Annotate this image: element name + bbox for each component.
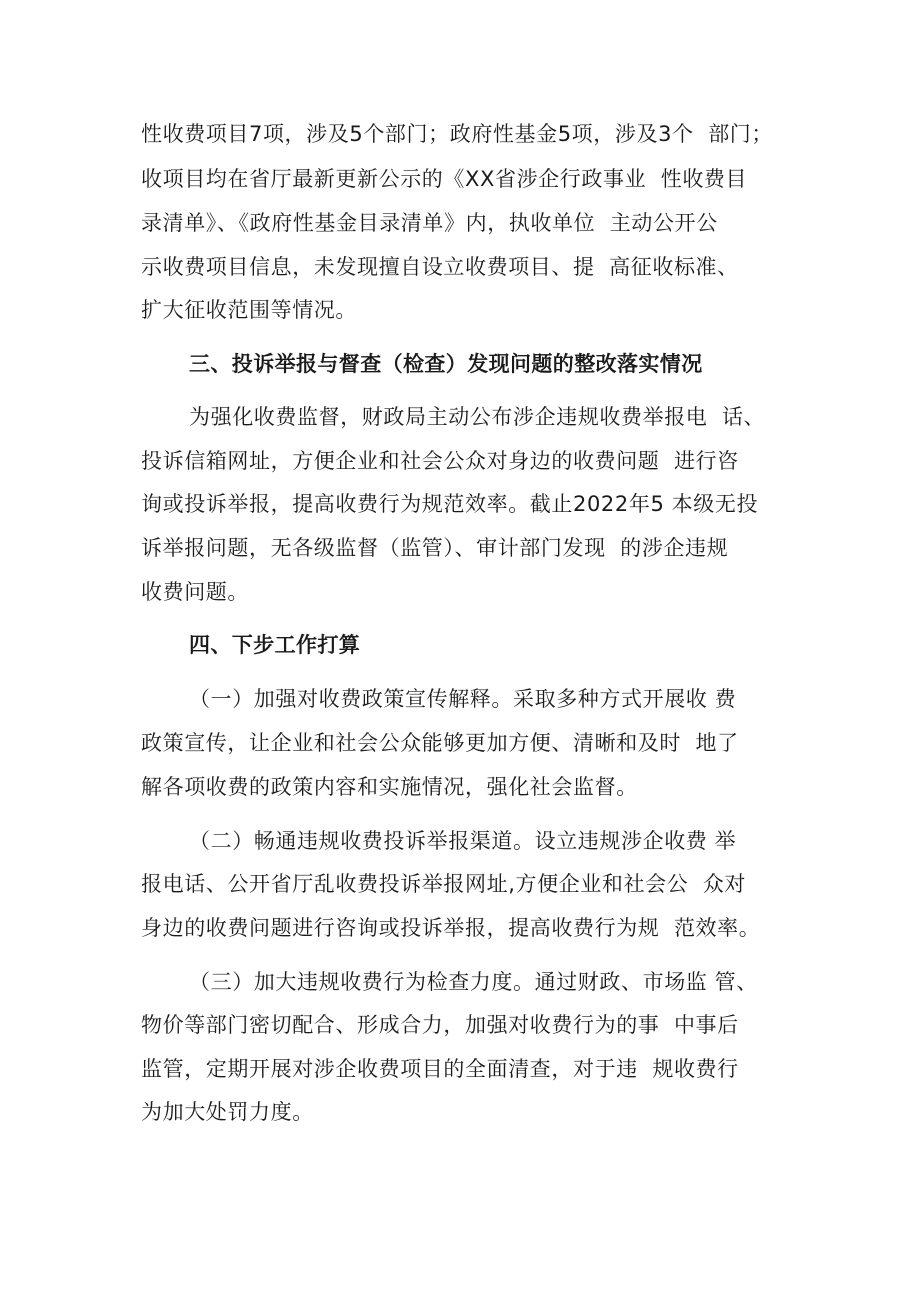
text-line: （一）加强对收费政策宣传解释。采取多种方式开展收 费 [189, 687, 737, 711]
text-line: 解各项收费的政策内容和实施情况，强化社会监督。 [141, 775, 638, 799]
text-line: 为加大处罚力度。 [141, 1100, 314, 1124]
text-line: 收费问题。 [141, 580, 249, 604]
text-line: 为强化收费监督，财政局主动公布涉企违规收费举报电 话、 [189, 405, 766, 429]
text-line: 扩大征收范围等情况。 [141, 298, 357, 322]
section-heading-4: 四、下步工作打算 [189, 633, 361, 657]
section-heading-3: 三、投诉举报与督查（检查）发现问题的整改落实情况 [189, 352, 703, 376]
text-line: 收项目均在省厅最新更新公示的《XX省涉企行政事业 性收费目 [141, 167, 748, 191]
text-line: 录清单》、《政府性基金目录清单》内，执收单位 主动公开公 [141, 211, 718, 235]
text-line: 示收费项目信息，未发现擅自设立收费项目、提 高征收标准、 [141, 255, 739, 279]
text-line: （二）畅通违规收费投诉举报渠道。设立违规涉企收费 举 [189, 829, 737, 853]
text-line: 投诉信箱网址，方便企业和社会公众对身边的收费问题 进行咨 [141, 449, 739, 473]
text-line: 监管，定期开展对涉企收费项目的全面清查，对于违 规收费行 [141, 1057, 739, 1081]
text-line: 政策宣传，让企业和社会公众能够更加方便、清晰和及时 地了 [141, 731, 739, 755]
text-line: 报电话、公开省厅乱收费投诉举报网址,方便企业和社会公 众对 [141, 872, 747, 896]
text-line: （三）加大违规收费行为检查力度。通过财政、市场监 管、 [189, 970, 758, 994]
text-line: 身边的收费问题进行咨询或投诉举报，提高收费行为规 范效率。 [141, 916, 761, 940]
text-line: 诉举报问题，无各级监督（监管）、审计部门发现 的涉企违规 [141, 536, 729, 560]
text-line: 性收费项目7项，涉及5个部门；政府性基金5项，涉及3个 部门； [141, 122, 773, 146]
text-line: 物价等部门密切配合、形成合力，加强对收费行为的事 中事后 [141, 1013, 739, 1037]
text-line: 询或投诉举报，提高收费行为规范效率。截止2022年5 本级无投 [141, 492, 759, 516]
